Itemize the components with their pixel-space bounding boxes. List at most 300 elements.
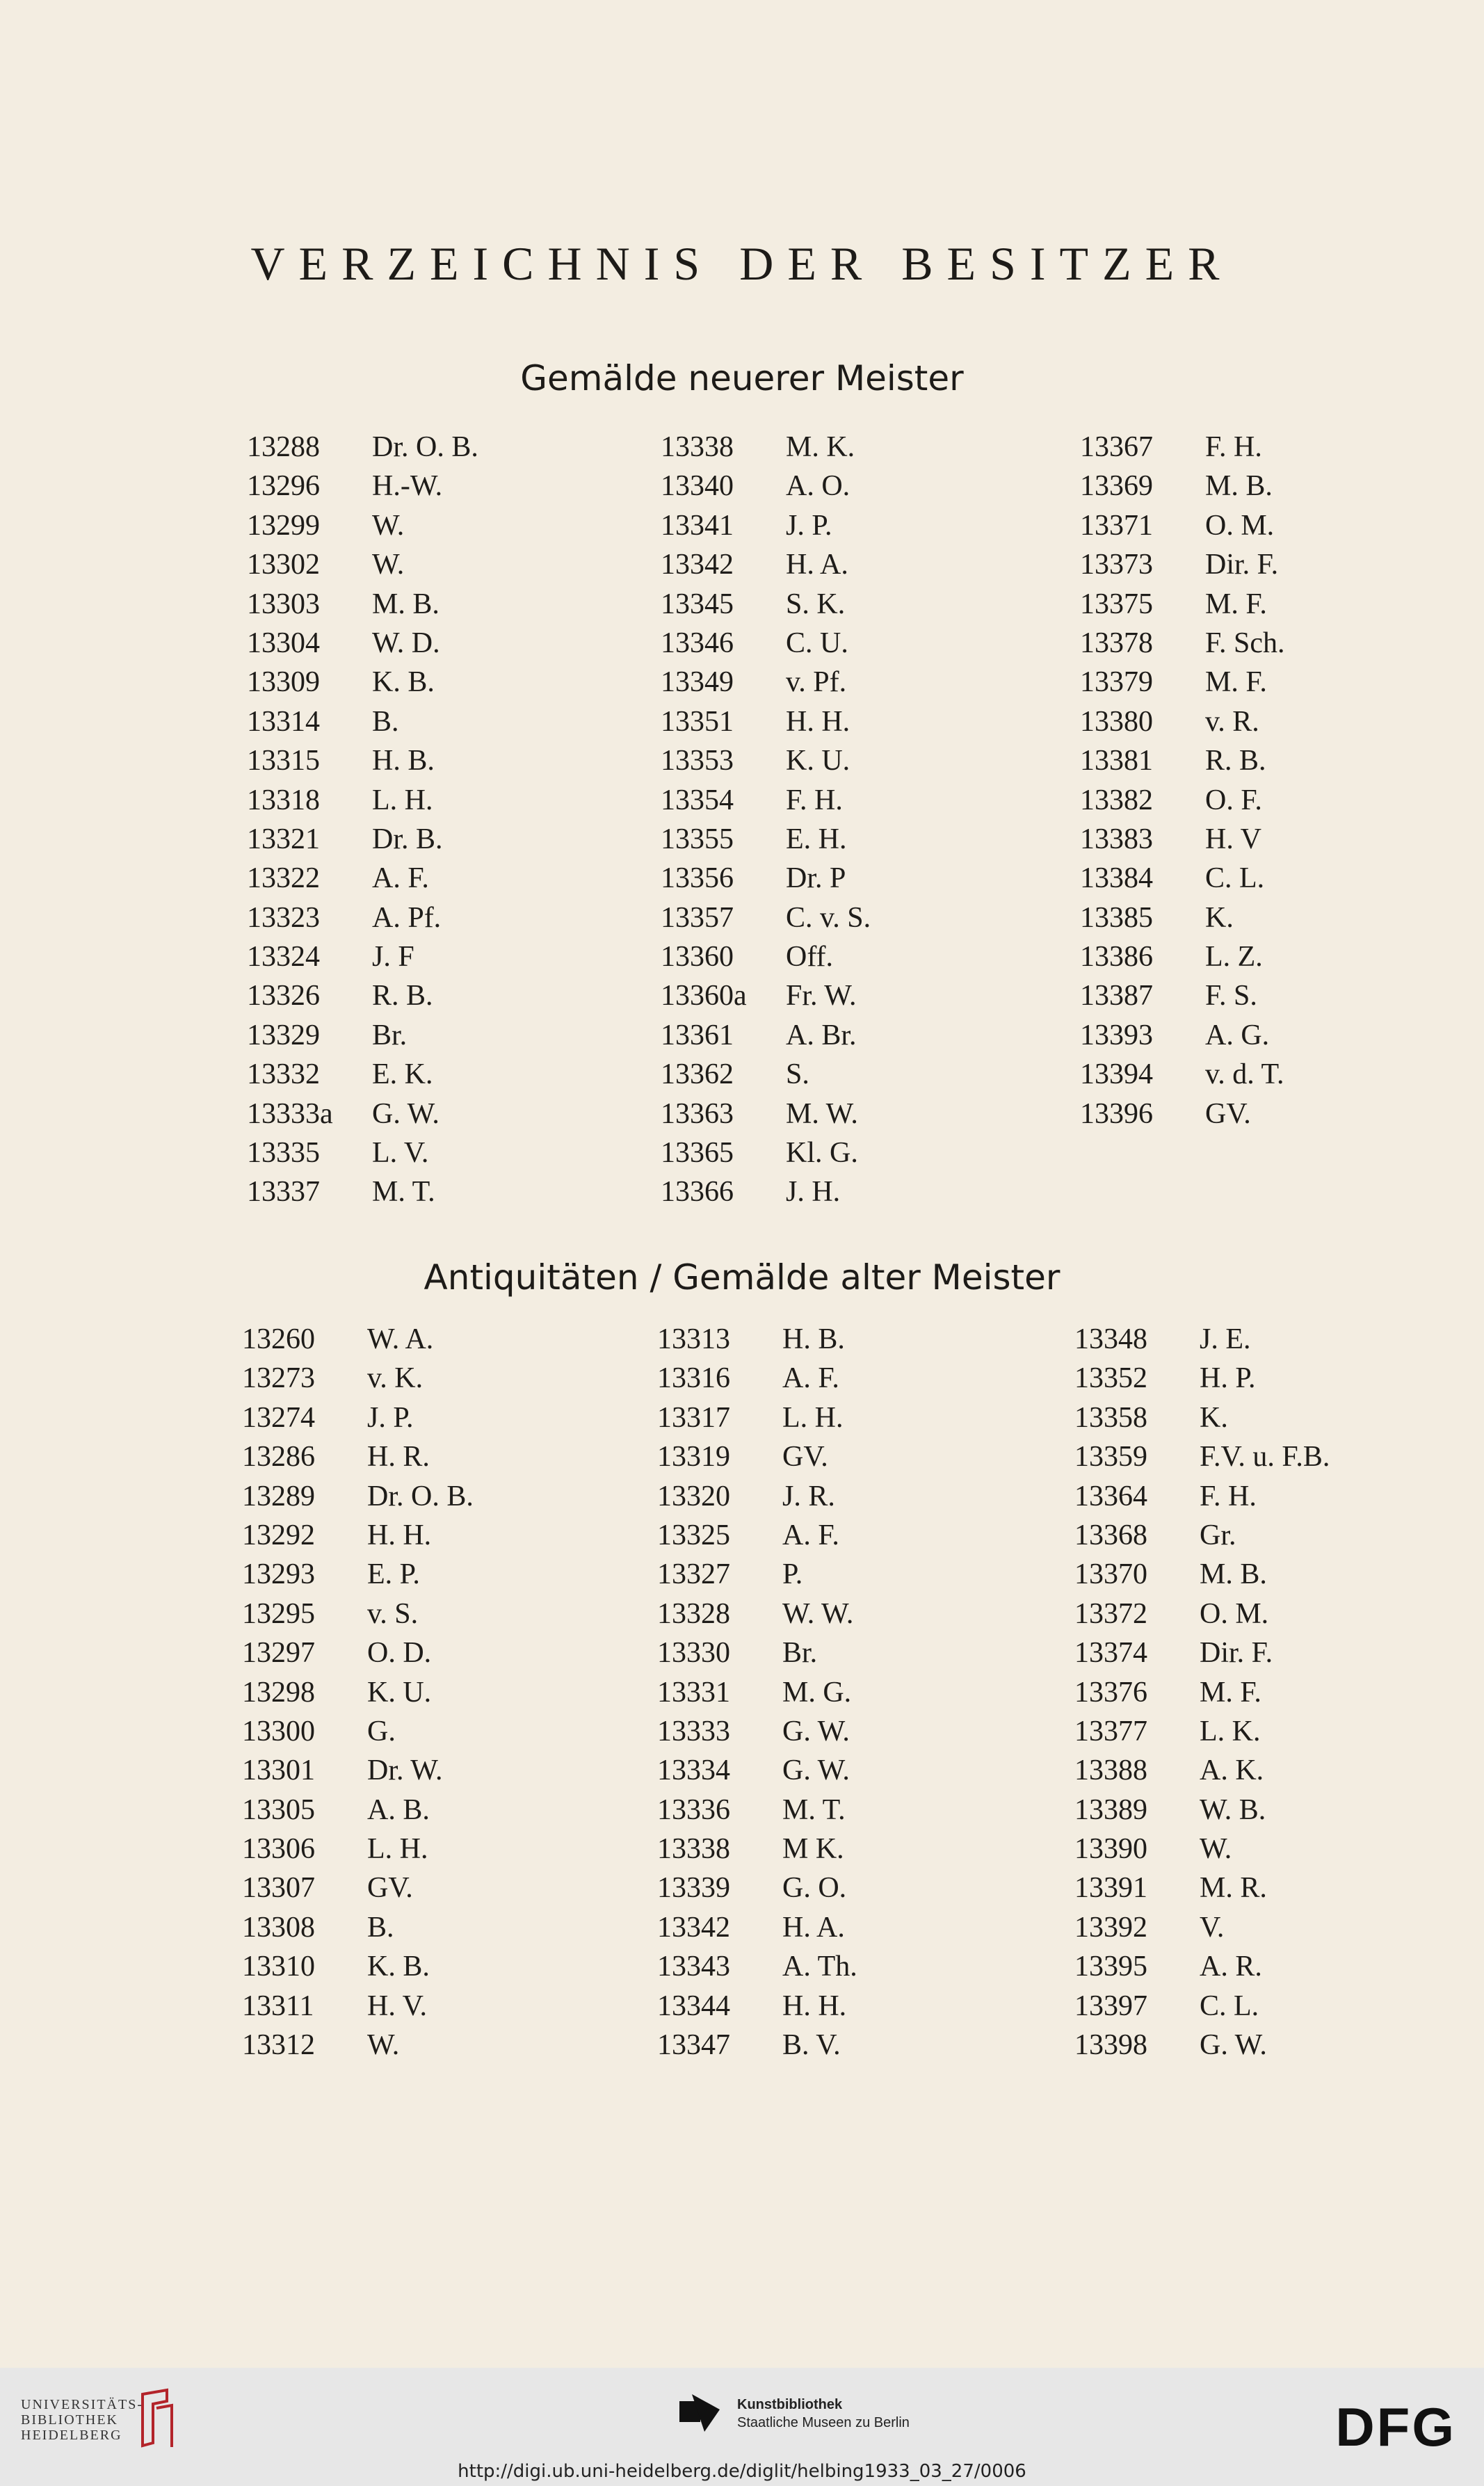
owner-entry <box>1080 1095 1285 1133</box>
owner-initials: F. Sch. <box>1205 627 1285 659</box>
owner-entry <box>1080 820 1285 859</box>
owner-entry <box>242 1830 474 1868</box>
owner-initials: G. W. <box>782 1715 850 1748</box>
owner-entry <box>1074 1712 1330 1751</box>
owner-entry <box>242 1516 474 1555</box>
owner-initials: W. A. <box>367 1323 434 1355</box>
owner-entry <box>657 1947 857 1986</box>
owner-initials: M. R. <box>1200 1872 1267 1905</box>
owner-entry <box>247 702 478 741</box>
owner-entry <box>661 781 871 820</box>
owner-initials: G. W. <box>372 1097 439 1130</box>
owner-entry <box>1080 1016 1285 1055</box>
owner-entry <box>661 820 871 859</box>
owner-entry <box>1074 1830 1330 1868</box>
owner-initials: H. B. <box>372 745 435 777</box>
owner-entry <box>247 937 478 976</box>
lot-number: 13371 <box>1080 509 1153 542</box>
lot-number: 13385 <box>1080 901 1153 934</box>
lot-number: 13312 <box>242 2029 315 2062</box>
owner-initials: O. M. <box>1200 1597 1269 1630</box>
owner-initials: GV. <box>367 1872 413 1905</box>
lot-number: 13310 <box>242 1951 315 1983</box>
lot-number: 13328 <box>657 1597 730 1630</box>
owner-initials: A. K. <box>1200 1754 1264 1787</box>
ub-emblem-icon <box>136 2387 177 2450</box>
owner-entry <box>1074 2026 1330 2065</box>
owner-initials: O. M. <box>1205 509 1275 542</box>
kb-subtitle: Staatliche Museen zu Berlin <box>737 2415 910 2430</box>
lot-number: 13319 <box>657 1441 730 1474</box>
lot-number: 13383 <box>1080 823 1153 855</box>
lot-number: 13293 <box>242 1558 315 1591</box>
owner-initials: H. R. <box>367 1441 430 1474</box>
owner-initials: W. <box>372 549 405 581</box>
lot-number: 13394 <box>1080 1058 1153 1091</box>
owner-initials: GV. <box>1205 1097 1251 1130</box>
lot-number: 13340 <box>661 470 734 503</box>
lot-number: 13299 <box>247 509 320 542</box>
lot-number: 13353 <box>661 745 734 777</box>
lot-number: 13376 <box>1074 1676 1147 1709</box>
owner-initials: K. U. <box>786 745 850 777</box>
owner-entry <box>1080 467 1285 506</box>
owner-initials: J. R. <box>782 1480 835 1512</box>
lot-number: 13320 <box>657 1480 730 1512</box>
lot-number: 13305 <box>242 1793 315 1826</box>
owner-initials: C. v. S. <box>786 901 871 934</box>
lot-number: 13300 <box>242 1715 315 1748</box>
lot-number: 13363 <box>661 1097 734 1130</box>
owner-entry <box>1080 585 1285 624</box>
owner-initials: F.V. u. F.B. <box>1200 1441 1330 1474</box>
owner-initials: W. W. <box>782 1597 854 1630</box>
owner-initials: Kl. G. <box>786 1137 858 1170</box>
owner-initials: A. O. <box>786 470 850 503</box>
owner-entry <box>247 663 478 702</box>
lot-number: 13364 <box>1074 1480 1147 1512</box>
owner-initials: A. Th. <box>782 1951 857 1983</box>
owner-entry <box>1074 1751 1330 1790</box>
lot-number: 13369 <box>1080 470 1153 503</box>
owner-entry <box>1080 976 1285 1015</box>
lot-number: 13331 <box>657 1676 730 1709</box>
owner-initials: W. <box>372 509 405 542</box>
owner-entry <box>661 1055 871 1094</box>
owner-initials: Br. <box>372 1019 408 1051</box>
kunstbibliothek-logo[interactable] <box>737 2396 910 2432</box>
owner-initials: B. V. <box>782 2029 841 2062</box>
owner-initials: M. F. <box>1205 588 1267 620</box>
lot-number: 13384 <box>1080 862 1153 895</box>
lot-number: 13393 <box>1080 1019 1153 1051</box>
owner-initials: F. H. <box>1200 1480 1257 1512</box>
lot-number: 13395 <box>1074 1951 1147 1983</box>
lot-number: 13368 <box>1074 1519 1147 1551</box>
lot-number: 13301 <box>242 1754 315 1787</box>
owner-initials: M. B. <box>1200 1558 1267 1591</box>
owner-entry <box>657 1987 857 2026</box>
owner-entry <box>1074 1673 1330 1712</box>
owner-initials: V. <box>1200 1911 1225 1944</box>
lot-number: 13342 <box>657 1911 730 1944</box>
lot-number: 13358 <box>1074 1401 1147 1434</box>
owner-entry <box>242 1633 474 1672</box>
owner-entry <box>247 898 478 937</box>
owner-entry <box>242 1673 474 1712</box>
lot-number: 13323 <box>247 901 320 934</box>
owner-initials: H. H. <box>782 1989 847 2022</box>
owner-initials: v. K. <box>367 1362 424 1395</box>
owner-entry <box>247 585 478 624</box>
lot-number: 13307 <box>242 1872 315 1905</box>
owner-entry <box>657 1555 857 1594</box>
lot-number: 13389 <box>1074 1793 1147 1826</box>
lot-number: 13357 <box>661 901 734 934</box>
lot-number: 13343 <box>657 1951 730 1983</box>
lot-number: 13367 <box>1080 431 1153 463</box>
owner-entry <box>247 1095 478 1133</box>
owner-entry <box>242 1987 474 2026</box>
owner-initials: L. K. <box>1200 1715 1261 1748</box>
owner-entry <box>1074 1947 1330 1986</box>
lot-number: 13396 <box>1080 1097 1153 1130</box>
lot-number: 13273 <box>242 1362 315 1395</box>
lot-number: 13295 <box>242 1597 315 1630</box>
owner-entry <box>1080 781 1285 820</box>
owner-initials: P. <box>782 1558 803 1591</box>
owner-initials: H. B. <box>782 1323 845 1355</box>
owner-entry <box>247 1133 478 1172</box>
owner-initials: H. H. <box>786 705 850 738</box>
owner-entry <box>247 545 478 584</box>
lot-number: 13360a <box>661 980 747 1012</box>
owner-initials: H. A. <box>782 1911 845 1944</box>
lot-number: 13336 <box>657 1793 730 1826</box>
owner-initials: H.-W. <box>372 470 443 503</box>
owner-initials: R. B. <box>1205 745 1266 777</box>
owner-entry <box>1074 1516 1330 1555</box>
lot-number: 13286 <box>242 1441 315 1474</box>
owner-initials: L. H. <box>372 784 433 816</box>
owner-initials: M. F. <box>1205 666 1267 699</box>
lot-number: 13338 <box>661 431 734 463</box>
owner-entry <box>1074 1791 1330 1830</box>
owner-initials: Dr. P <box>786 862 846 895</box>
lot-number: 13347 <box>657 2029 730 2062</box>
owner-initials: L. H. <box>782 1401 844 1434</box>
lot-number: 13308 <box>242 1911 315 1944</box>
owner-initials: G. <box>367 1715 396 1748</box>
owner-initials: M. K. <box>786 431 855 463</box>
owner-initials: E. P. <box>367 1558 420 1591</box>
owner-entry <box>1074 1868 1330 1907</box>
kunstbibliothek-icon <box>678 2389 727 2437</box>
owner-initials: K. B. <box>367 1951 430 1983</box>
owner-entry <box>1074 1398 1330 1437</box>
owner-entry <box>657 1595 857 1633</box>
owner-entry <box>657 1751 857 1790</box>
owner-entry <box>247 1016 478 1055</box>
ub-logo-line: BIBLIOTHEK <box>21 2412 118 2428</box>
owner-initials: C. L. <box>1200 1989 1259 2022</box>
owner-initials: O. F. <box>1205 784 1262 816</box>
section-heading-antiques: Antiquitäten / Gemälde alter Meister <box>424 1257 1060 1298</box>
dfg-logo[interactable]: DFG <box>1335 2396 1456 2457</box>
owner-initials: M K. <box>782 1833 844 1866</box>
owner-initials: L. Z. <box>1205 941 1263 974</box>
owner-initials: A. F. <box>782 1362 839 1395</box>
owner-entry <box>661 702 871 741</box>
lot-number: 13297 <box>242 1637 315 1670</box>
owner-entry <box>661 506 871 545</box>
owner-entry <box>657 1791 857 1830</box>
owner-entry <box>1074 1320 1330 1359</box>
owner-entry <box>1074 1359 1330 1398</box>
owner-entry <box>1074 1437 1330 1476</box>
lot-number: 13327 <box>657 1558 730 1591</box>
owner-entry <box>657 1633 857 1672</box>
lot-number: 13359 <box>1074 1441 1147 1474</box>
owner-entry <box>242 2026 474 2065</box>
lot-number: 13349 <box>661 666 734 699</box>
lot-number: 13375 <box>1080 588 1153 620</box>
owner-initials: M. F. <box>1200 1676 1261 1709</box>
owner-entry <box>661 1095 871 1133</box>
owner-entry <box>1074 1595 1330 1633</box>
lot-number: 13355 <box>661 823 734 855</box>
owner-column <box>247 428 478 1212</box>
lot-number: 13311 <box>242 1989 314 2022</box>
lot-number: 13302 <box>247 549 320 581</box>
lot-number: 13361 <box>661 1019 734 1051</box>
owner-initials: S. K. <box>786 588 846 620</box>
owner-entry <box>247 1055 478 1094</box>
lot-number: 13374 <box>1074 1637 1147 1670</box>
owner-entry <box>247 624 478 663</box>
lot-number: 13289 <box>242 1480 315 1512</box>
owner-entry <box>242 1908 474 1947</box>
owner-initials: J. F <box>372 941 414 974</box>
lot-number: 13346 <box>661 627 734 659</box>
section-heading-modern: Gemälde neuerer Meister <box>520 358 964 398</box>
lot-number: 13337 <box>247 1176 320 1209</box>
owner-column <box>242 1320 474 2065</box>
lot-number: 13274 <box>242 1401 315 1434</box>
lot-number: 13398 <box>1074 2029 1147 2062</box>
owner-entry <box>661 898 871 937</box>
owner-entry <box>242 1712 474 1751</box>
owner-initials: M. G. <box>782 1676 852 1709</box>
owner-entry <box>657 1437 857 1476</box>
owner-column <box>1074 1320 1330 2065</box>
owner-column <box>661 428 871 1212</box>
owner-initials: R. B. <box>372 980 433 1012</box>
owner-initials: v. d. T. <box>1205 1058 1284 1091</box>
owner-entry <box>1080 663 1285 702</box>
lot-number: 13333a <box>247 1097 333 1130</box>
owner-entry <box>247 820 478 859</box>
owner-initials: Dir. F. <box>1205 549 1279 581</box>
lot-number: 13333 <box>657 1715 730 1748</box>
owner-entry <box>661 428 871 467</box>
owner-entry <box>657 1477 857 1516</box>
owner-initials: E. H. <box>786 823 847 855</box>
owner-entry <box>657 1830 857 1868</box>
owner-initials: Gr. <box>1200 1519 1236 1551</box>
lot-number: 13306 <box>242 1833 315 1866</box>
owner-initials: A. R. <box>1200 1951 1262 1983</box>
lot-number: 13391 <box>1074 1872 1147 1905</box>
owner-entry <box>1074 1987 1330 2026</box>
owner-initials: W. <box>1200 1833 1232 1866</box>
lot-number: 13342 <box>661 549 734 581</box>
owner-entry <box>1080 937 1285 976</box>
owner-entry <box>1074 1633 1330 1672</box>
owner-initials: J. P. <box>367 1401 414 1434</box>
lot-number: 13330 <box>657 1637 730 1670</box>
owner-entry <box>247 976 478 1015</box>
owner-entry <box>1080 506 1285 545</box>
lot-number: 13351 <box>661 705 734 738</box>
owner-initials: J. P. <box>786 509 832 542</box>
ub-logo-line: UNIVERSITÄTS- <box>21 2397 143 2412</box>
owner-entry <box>247 467 478 506</box>
owner-entry <box>661 937 871 976</box>
owner-entry <box>1074 1908 1330 1947</box>
lot-number: 13380 <box>1080 705 1153 738</box>
page-title: VERZEICHNIS DER BESITZER <box>250 237 1234 290</box>
lot-number: 13335 <box>247 1137 320 1170</box>
lot-number: 13260 <box>242 1323 315 1355</box>
owner-initials: Dr. W. <box>367 1754 443 1787</box>
lot-number: 13326 <box>247 980 320 1012</box>
lot-number: 13309 <box>247 666 320 699</box>
owner-entry <box>242 1398 474 1437</box>
owner-entry <box>1080 702 1285 741</box>
owner-entry <box>661 467 871 506</box>
owner-initials: G. O. <box>782 1872 847 1905</box>
owner-entry <box>242 1947 474 1986</box>
owner-entry <box>247 1172 478 1211</box>
lot-number: 13304 <box>247 627 320 659</box>
lot-number: 13390 <box>1074 1833 1147 1866</box>
owner-entry <box>657 1359 857 1398</box>
lot-number: 13298 <box>242 1676 315 1709</box>
owner-initials: H. P. <box>1200 1362 1256 1395</box>
owner-entry <box>247 428 478 467</box>
owner-initials: F. H. <box>786 784 843 816</box>
owner-entry <box>661 741 871 780</box>
owner-entry <box>1080 624 1285 663</box>
lot-number: 13379 <box>1080 666 1153 699</box>
owner-initials: B. <box>372 705 399 738</box>
owner-entry <box>242 1477 474 1516</box>
owner-entry <box>661 585 871 624</box>
owner-entry <box>657 1516 857 1555</box>
owner-initials: L. V. <box>372 1137 429 1170</box>
owner-entry <box>1074 1477 1330 1516</box>
owner-initials: M. T. <box>372 1176 435 1209</box>
owner-entry <box>242 1320 474 1359</box>
owner-entry <box>1074 1555 1330 1594</box>
owner-initials: H. V <box>1205 823 1261 855</box>
owner-initials: M. B. <box>372 588 439 620</box>
lot-number: 13352 <box>1074 1362 1147 1395</box>
owner-initials: K. U. <box>367 1676 432 1709</box>
owner-initials: B. <box>367 1911 394 1944</box>
lot-number: 13382 <box>1080 784 1153 816</box>
owner-entry <box>242 1751 474 1790</box>
lot-number: 13377 <box>1074 1715 1147 1748</box>
owner-initials: A. B. <box>367 1793 430 1826</box>
lot-number: 13373 <box>1080 549 1153 581</box>
footer-bar <box>0 2368 1484 2486</box>
owner-entry <box>247 781 478 820</box>
lot-number: 13344 <box>657 1989 730 2022</box>
owner-entry <box>242 1595 474 1633</box>
owner-initials: A. Pf. <box>372 901 442 934</box>
owner-initials: M. B. <box>1205 470 1273 503</box>
owner-initials: H. A. <box>786 549 848 581</box>
owner-initials: Dr. O. B. <box>372 431 478 463</box>
lot-number: 13317 <box>657 1401 730 1434</box>
owner-entry <box>1080 545 1285 584</box>
owner-initials: A. F. <box>372 862 429 895</box>
owner-entry <box>661 976 871 1015</box>
owner-initials: GV. <box>782 1441 828 1474</box>
lot-number: 13296 <box>247 470 320 503</box>
kb-name: Kunstbibliothek <box>737 2397 843 2412</box>
lot-number: 13338 <box>657 1833 730 1866</box>
owner-entry <box>242 1437 474 1476</box>
lot-number: 13329 <box>247 1019 320 1051</box>
lot-number: 13314 <box>247 705 320 738</box>
source-url-link[interactable]: http://digi.ub.uni-heidelberg.de/diglit/helbing1933_03_27/0006 <box>458 2461 1026 2482</box>
lot-number: 13303 <box>247 588 320 620</box>
ub-heidelberg-logo[interactable] <box>21 2397 143 2443</box>
owner-entry <box>661 1016 871 1055</box>
lot-number: 13341 <box>661 509 734 542</box>
lot-number: 13318 <box>247 784 320 816</box>
owner-initials: A. G. <box>1205 1019 1270 1051</box>
owner-entry <box>242 1359 474 1398</box>
owner-initials: Fr. W. <box>786 980 857 1012</box>
owner-column <box>1080 428 1285 1133</box>
lot-number: 13378 <box>1080 627 1153 659</box>
owner-initials: v. S. <box>367 1597 419 1630</box>
owner-entry <box>1080 1055 1285 1094</box>
lot-number: 13365 <box>661 1137 734 1170</box>
lot-number: 13362 <box>661 1058 734 1091</box>
owner-entry <box>1080 428 1285 467</box>
ub-logo-line: HEIDELBERG <box>21 2428 122 2443</box>
owner-entry <box>242 1555 474 1594</box>
owner-initials: Br. <box>782 1637 818 1670</box>
lot-number: 13387 <box>1080 980 1153 1012</box>
owner-entry <box>661 1133 871 1172</box>
owner-entry <box>657 1868 857 1907</box>
owner-initials: C. L. <box>1205 862 1265 895</box>
owner-entry <box>657 2026 857 2065</box>
owner-entry <box>661 624 871 663</box>
owner-initials: Dr. B. <box>372 823 443 855</box>
lot-number: 13292 <box>242 1519 315 1551</box>
owner-entry <box>661 545 871 584</box>
owner-initials: H. H. <box>367 1519 432 1551</box>
owner-entry <box>657 1908 857 1947</box>
lot-number: 13322 <box>247 862 320 895</box>
